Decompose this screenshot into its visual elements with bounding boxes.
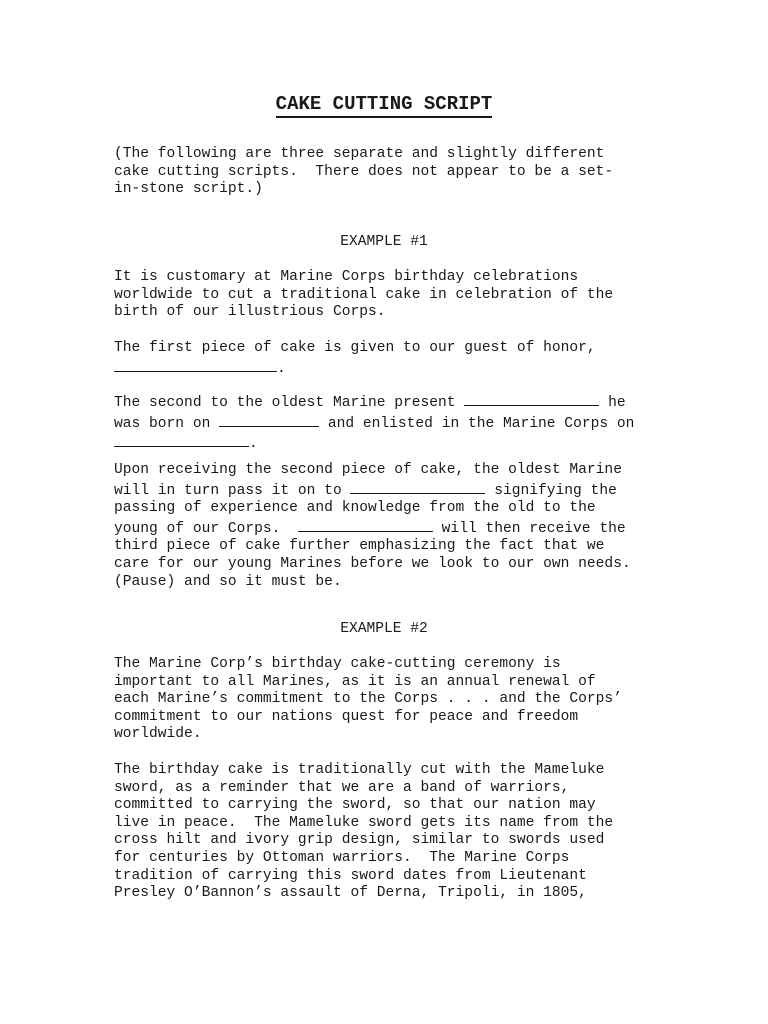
example-1-heading: EXAMPLE #1 bbox=[340, 234, 428, 250]
guest-of-honor-blank bbox=[114, 358, 277, 372]
second-oldest-marine-blank bbox=[464, 392, 599, 406]
page-title: CAKE CUTTING SCRIPT bbox=[0, 92, 768, 116]
example-1-paragraph-2: The first piece of cake is given to our guest of honor, . bbox=[114, 340, 596, 377]
example-1-paragraph-3: The second to the oldest Marine present he was born on and enlisted in the Marine Corps on . bbox=[114, 392, 674, 454]
youngest-marine-blank bbox=[350, 480, 485, 494]
birth-date-blank bbox=[219, 413, 319, 427]
example-1-paragraph-1: It is customary at Marine Corps birthday celebrations worldwide to cut a traditional cake in celebration of the birth of our illustrious Corps. bbox=[114, 269, 614, 321]
example-2-heading: EXAMPLE #2 bbox=[340, 621, 428, 637]
intro-paragraph: (The following are three separate and slightly different cake cutting scripts. There does not appear to be a set- in-stone script.) bbox=[114, 146, 614, 198]
example-2-paragraph-2: The birthday cake is traditionally cut with the Mameluke sword, as a reminder that we are a band of warriors, committed to carrying the sword, so that our nation may live in peace. The Mameluke sword gets its name from the cross hilt and ivory grip design, similar to swords used for centuries by Ottoman warriors. The Marine Corps tradition of carrying this sword dates from Lieutenant Presley O’Bannon’s assault of Derna, Tripoli, in 1805, bbox=[114, 762, 614, 902]
third-piece-recipient-blank bbox=[298, 518, 433, 532]
example-1-paragraph-4: Upon receiving the second piece of cake, the oldest Marine will in turn pass it on to signifying the passing of experience and knowledge from the old to the young of our Corps. will then receive the third piece of cake further emphasizing the fact that we care for our young Marines before we look to our own needs. (Pause) and so it must be. bbox=[114, 462, 631, 590]
example-2-paragraph-1: The Marine Corp’s birthday cake-cutting ceremony is important to all Marines, as it is an annual renewal of each Marine’s commitment to the Corps . . . and the Corps’ commitment to our nations quest for peace and freedom worldwide. bbox=[114, 656, 622, 743]
enlistment-date-blank bbox=[114, 433, 249, 447]
